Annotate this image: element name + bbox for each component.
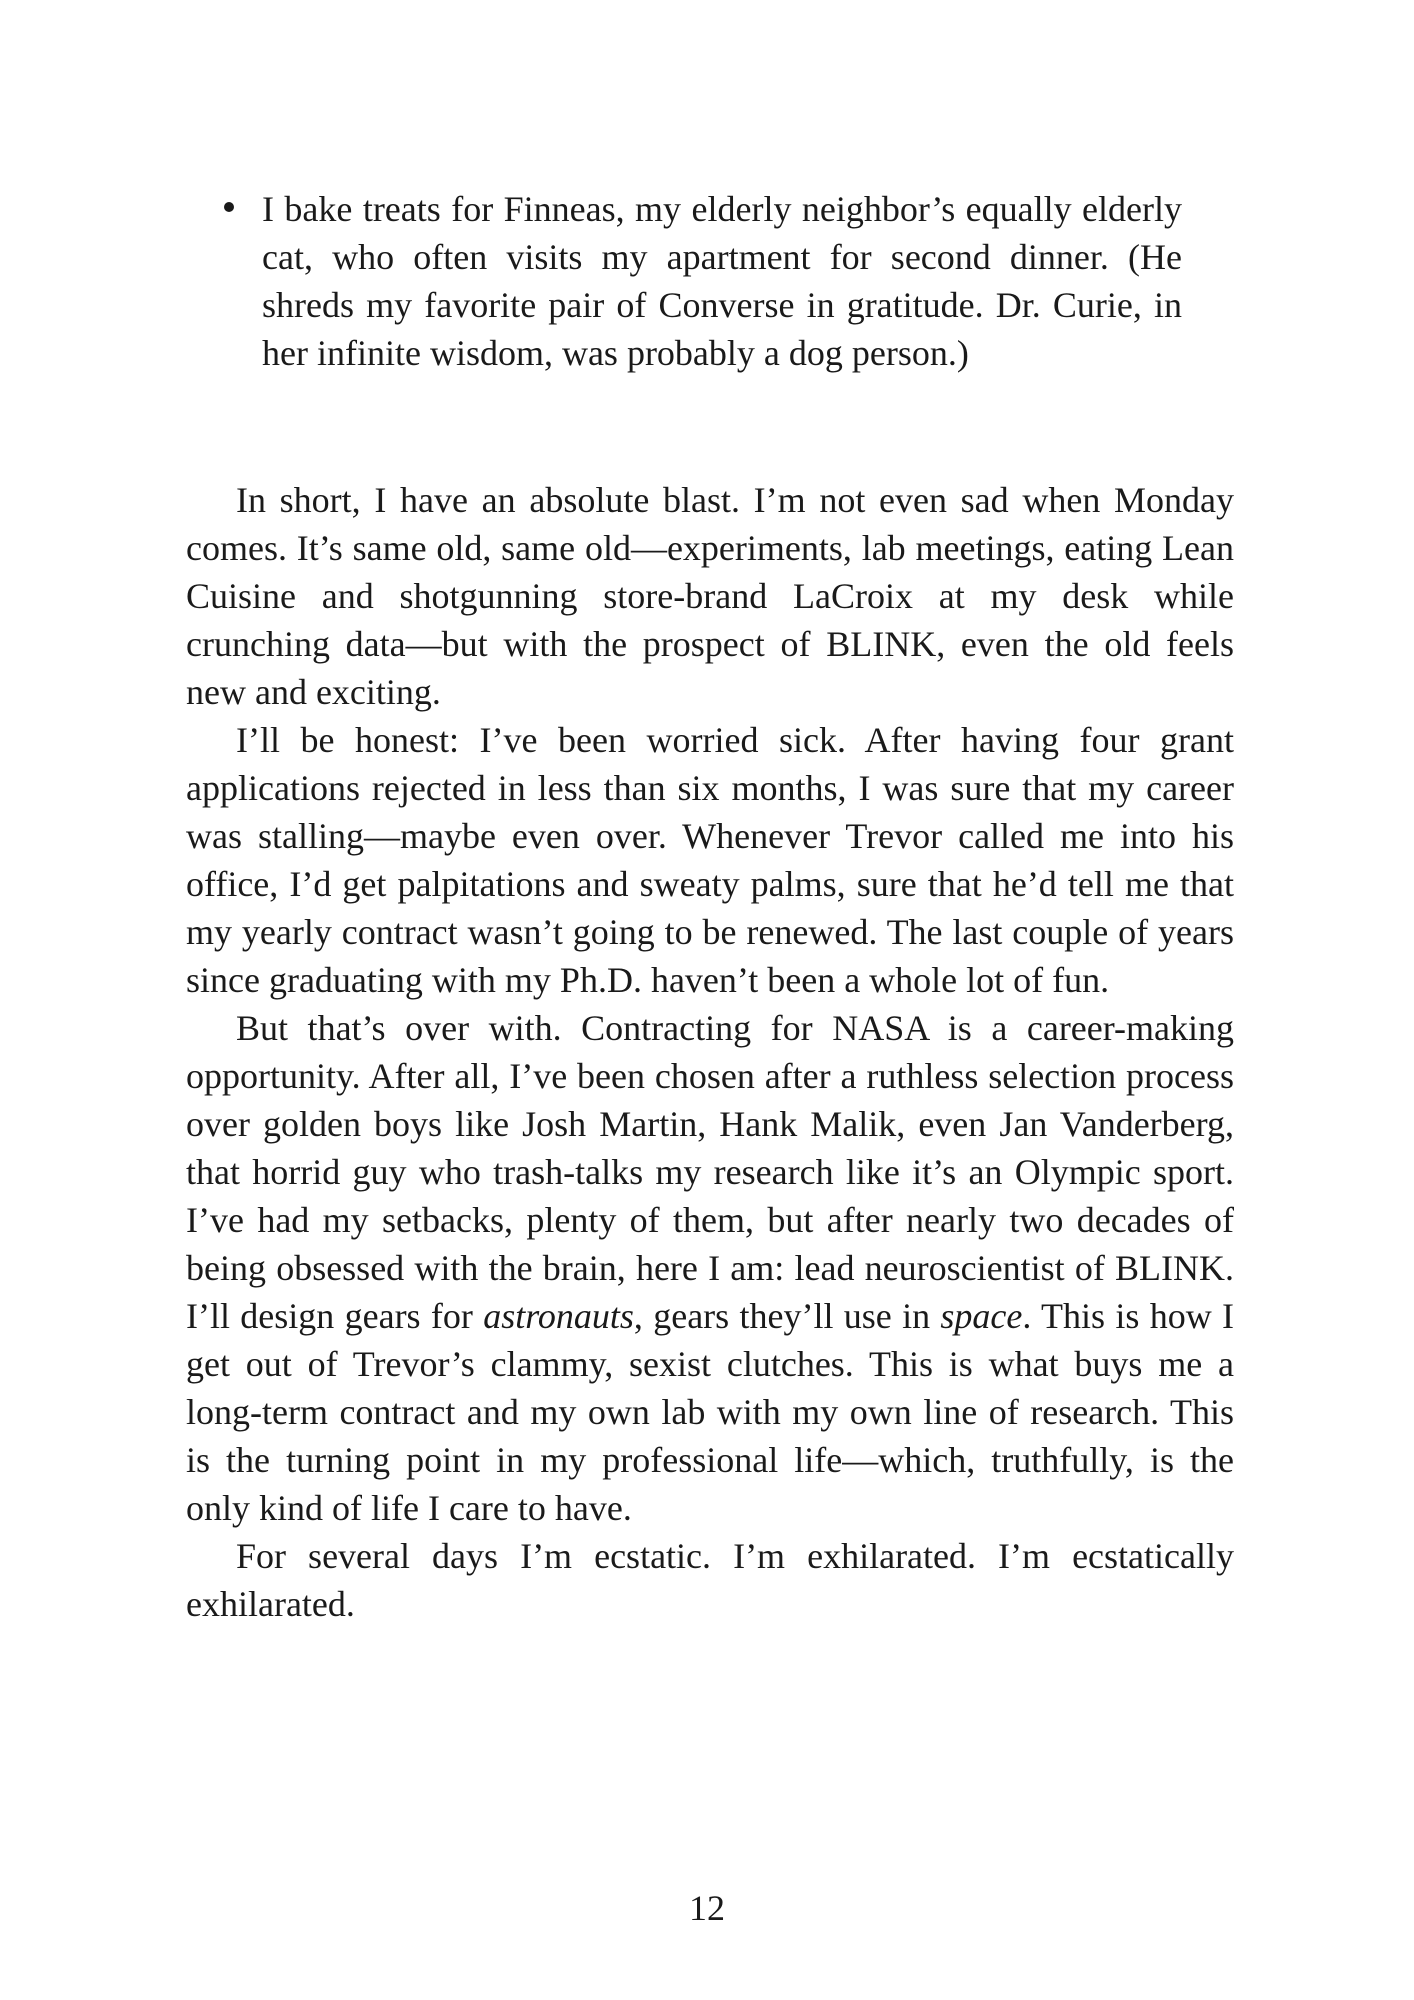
paragraph-text-segment: . This is how I get out of Trevor’s clammy, sexist clutches. This is what buys me a long-term contract and my own lab with my own line of research. This is the turning point in my professional life—which, truthfully, is the only kind of life I care to have. <box>186 1296 1234 1528</box>
paragraph-text-segment: , gears they’ll use in <box>633 1296 941 1336</box>
paragraph <box>186 1532 1234 1628</box>
bullet-icon <box>224 202 234 212</box>
paragraph <box>186 476 1234 716</box>
paragraph-text: I’ll be honest: I’ve been worried sick. After having four grant applications rejected in less than six months, I was sure that my career was stalling—maybe even over. Whenever Trevor called me into his office, I’d get palpitations and sweaty palms, sure that he’d tell me that my yearly contract wasn’t going to be renewed. The last couple of years since graduating with my Ph.D. haven’t been a whole lot of fun. <box>186 720 1234 1000</box>
emphasis-text: astronauts <box>483 1296 634 1336</box>
bullet-list <box>262 185 1182 377</box>
body-text <box>186 476 1234 1628</box>
list-item <box>262 185 1182 377</box>
emphasis-text: space <box>940 1296 1023 1336</box>
paragraph-text: For several days I’m ecstatic. I’m exhilarated. I’m ecstatically exhilarated. <box>186 1536 1234 1624</box>
paragraph-text: In short, I have an absolute blast. I’m not even sad when Monday comes. It’s same old, same old—experiments, lab meetings, eating Lean Cuisine and shotgunning store-brand LaCroix at my desk while crunching data—but with the prospect of BLINK, even the old feels new and exciting. <box>186 480 1234 712</box>
paragraph-text-segment: But that’s over with. Contracting for NASA is a career-making opportunity. After all, I’ve been chosen after a ruthless selection process over golden boys like Josh Martin, Hank Malik, even Jan Vanderberg, that horrid guy who trash-talks my research like it’s an Olympic sport. I’ve had my setbacks, plenty of them, but after nearly two decades of being obsessed with the brain, here I am: lead neuroscientist of BLINK. I’ll design gears for <box>186 1008 1234 1336</box>
page-number: 12 <box>689 1888 725 1928</box>
paragraph <box>186 716 1234 1004</box>
list-item-text: I bake treats for Finneas, my elderly neighbor’s equally elderly cat, who often visits my apartment for second dinner. (He shreds my favorite pair of Converse in gratitude. Dr. Curie, in her infinite wisdom, was probably a dog person.) <box>262 189 1182 373</box>
paragraph <box>186 1004 1234 1532</box>
